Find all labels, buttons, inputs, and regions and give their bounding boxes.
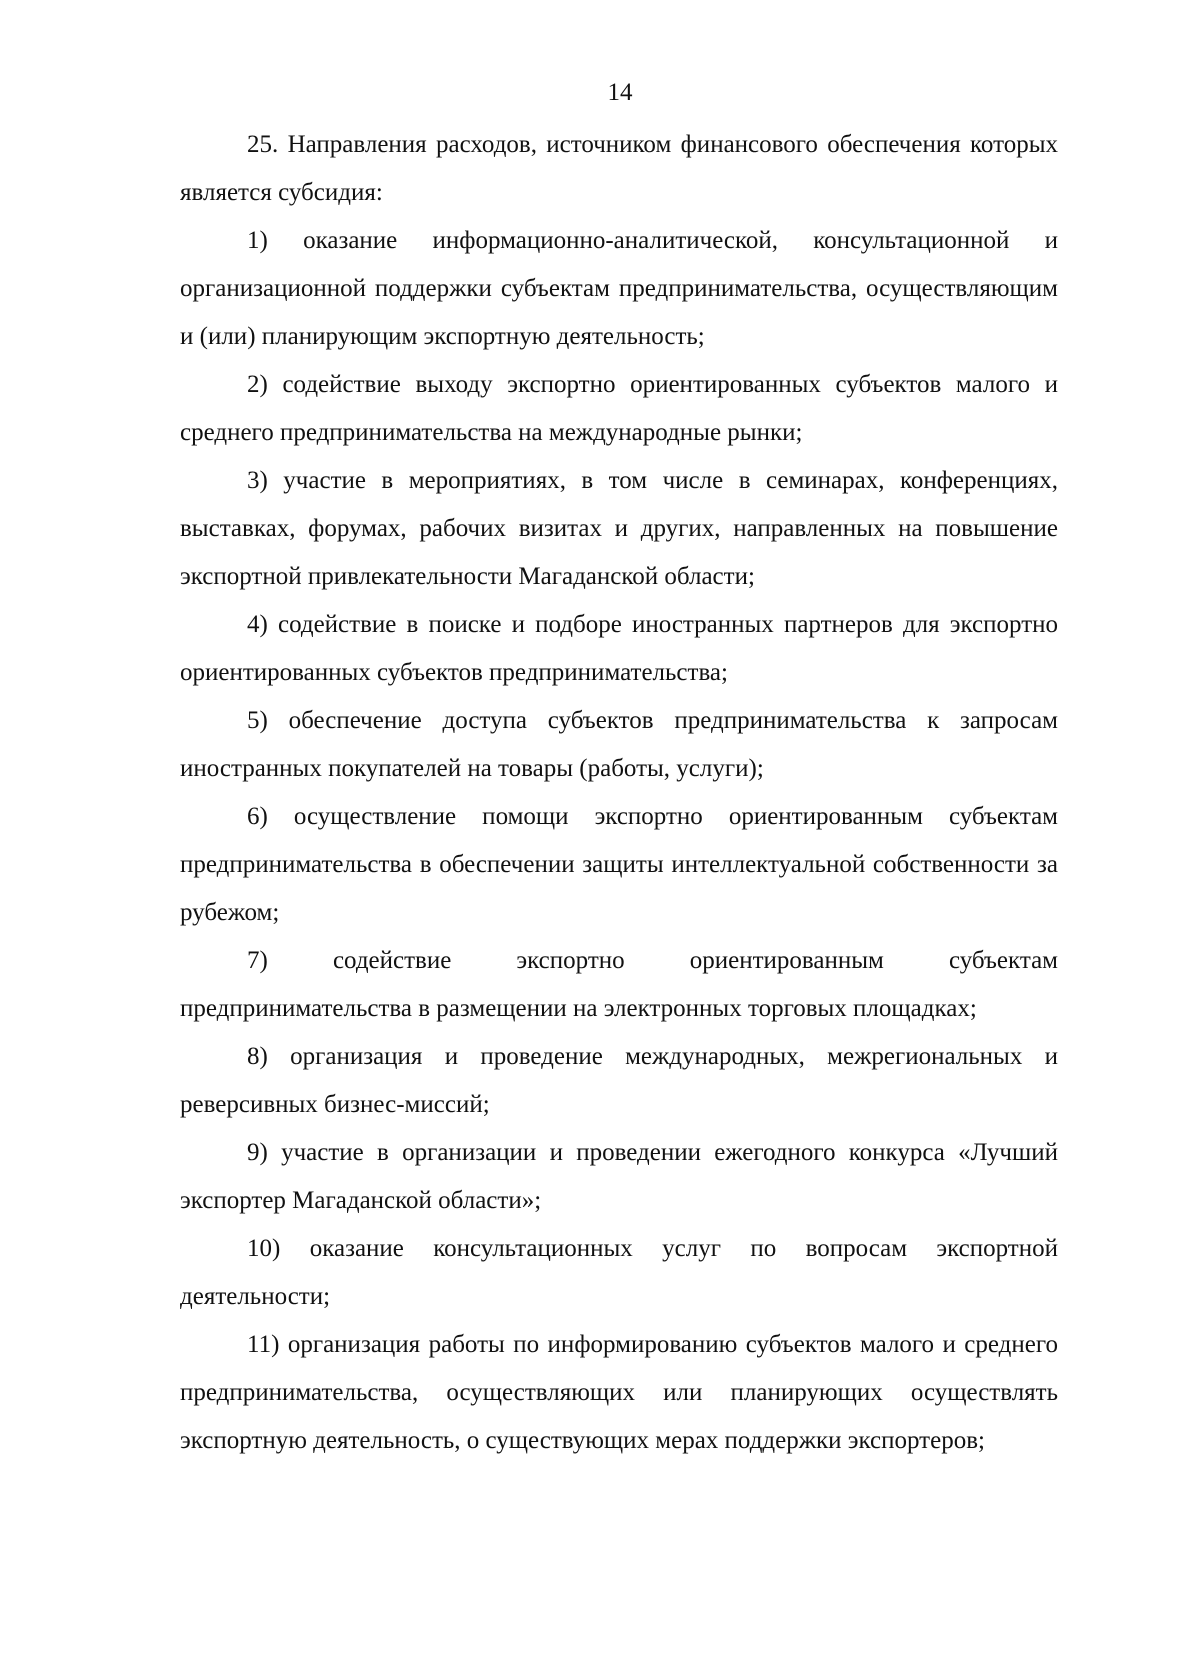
list-item-2: 2) содействие выходу экспортно ориентированных субъектов малого и среднего предпринимательства на международные рынки; bbox=[180, 371, 1058, 446]
list-item-1: 1) оказание информационно-аналитической, консультационной и организационной поддержки субъектам предпринимательства, осуществляющим и (или) планирующим экспортную деятельность; bbox=[180, 227, 1058, 350]
list-item-6: 6) осуществление помощи экспортно ориентированным субъектам предпринимательства в обеспечении защиты интеллектуальной собственности за рубежом; bbox=[180, 803, 1058, 926]
list-item-7: 7) содействие экспортно ориентированным субъектам предпринимательства в размещении на электронных торговых площадках; bbox=[180, 947, 1058, 1022]
list-item-4: 4) содействие в поиске и подборе иностранных партнеров для экспортно ориентированных субъектов предпринимательства; bbox=[180, 611, 1058, 686]
list-item-3: 3) участие в мероприятиях, в том числе в семинарах, конференциях, выставках, форумах, рабочих визитах и других, направленных на повышение экспортной привлекательности Магаданской области; bbox=[180, 467, 1058, 590]
list-item-10: 10) оказание консультационных услуг по вопросам экспортной деятельности; bbox=[180, 1235, 1058, 1310]
list-item-5: 5) обеспечение доступа субъектов предпринимательства к запросам иностранных покупателей на товары (работы, услуги); bbox=[180, 707, 1058, 782]
list-item-9: 9) участие в организации и проведении ежегодного конкурса «Лучший экспортер Магаданской области»; bbox=[180, 1139, 1058, 1214]
list-item-11: 11) организация работы по информированию субъектов малого и среднего предпринимательства, осуществляющих или планирующих осуществлять экспортную деятельность, о существующих мерах поддержки экспортеров; bbox=[180, 1331, 1058, 1454]
document-body bbox=[180, 121, 1058, 1465]
paragraph-25-intro: 25. Направления расходов, источником финансового обеспечения которых является субсидия: bbox=[180, 131, 1058, 206]
list-item-8: 8) организация и проведение международных, межрегиональных и реверсивных бизнес-миссий; bbox=[180, 1043, 1058, 1118]
page-number: 14 bbox=[607, 79, 633, 106]
